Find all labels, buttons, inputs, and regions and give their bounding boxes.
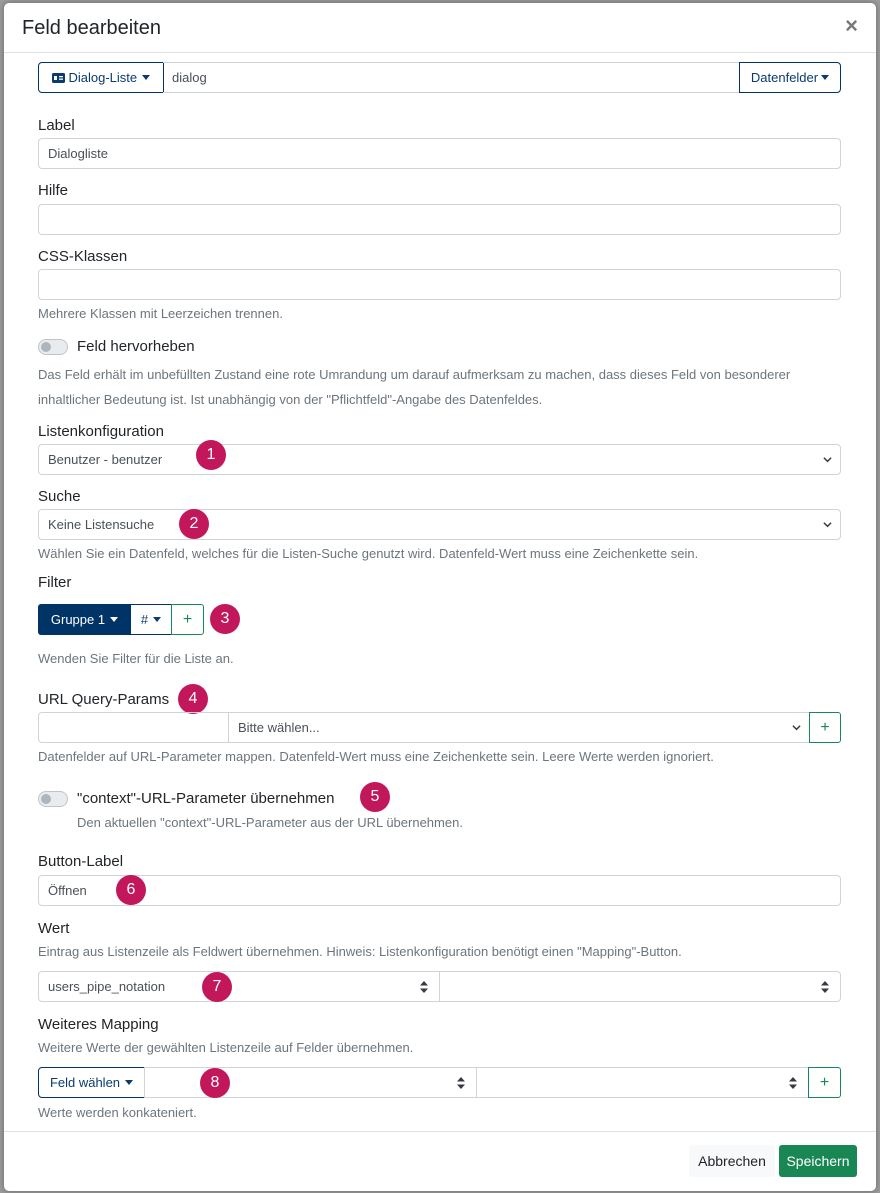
value-target-select[interactable]: [439, 971, 841, 1002]
url-param-select-value: Bitte wählen...: [238, 720, 320, 735]
search-select-value: Keine Listensuche: [48, 517, 155, 532]
callout-badge-6: 6: [116, 875, 146, 905]
search-label: Suche: [38, 488, 81, 505]
chevron-down-icon: [110, 617, 118, 622]
sort-updown-icon: [789, 1077, 797, 1089]
search-select[interactable]: [38, 509, 841, 540]
help-field-label: Hilfe: [38, 182, 69, 199]
toggle-knob: [41, 794, 51, 804]
button-label-input[interactable]: [38, 875, 841, 906]
datafields-button[interactable]: [739, 62, 841, 93]
toggle-knob: [41, 342, 51, 352]
field-name-value: dialog: [172, 70, 207, 85]
url-params-label: URL Query-Params: [38, 691, 170, 708]
help-input[interactable]: [38, 204, 841, 235]
chevron-down-icon: [823, 520, 832, 529]
close-icon[interactable]: ×: [845, 13, 858, 38]
css-help-text: Mehrere Klassen mit Leerzeichen trennen.: [38, 306, 283, 321]
add-filter-button[interactable]: [171, 604, 204, 635]
sort-updown-icon: [420, 981, 428, 993]
callout-badge-3: 3: [210, 604, 240, 634]
chevron-down-icon: [153, 617, 161, 622]
more-mapping-source-select[interactable]: [144, 1067, 477, 1098]
css-field-label: CSS-Klassen: [38, 248, 128, 265]
edit-field-dialog: [4, 3, 876, 1191]
more-mapping-label: Weiteres Mapping: [38, 1016, 159, 1033]
css-classes-input[interactable]: [38, 269, 841, 300]
list-config-select[interactable]: [38, 444, 841, 475]
save-button[interactable]: Speichern: [779, 1145, 857, 1177]
dialog-body: [4, 54, 876, 1131]
url-param-key-input[interactable]: [38, 712, 229, 743]
dialog-title: Feld bearbeiten: [22, 17, 161, 39]
filter-group-label: Gruppe 1: [50, 612, 106, 627]
choose-field-button[interactable]: [38, 1067, 145, 1098]
url-param-select[interactable]: [228, 712, 810, 743]
callout-badge-1: 1: [196, 440, 226, 470]
context-param-label: "context"-URL-Parameter übernehmen: [77, 790, 335, 807]
filter-label: Filter: [38, 574, 72, 591]
label-input-value: Dialogliste: [48, 146, 108, 161]
dialog-header: [4, 3, 876, 53]
label-field-label: Label: [38, 117, 75, 134]
plus-icon: +: [819, 1074, 830, 1091]
filter-hash-button[interactable]: [130, 604, 172, 635]
filter-help-text: Wenden Sie Filter für die Liste an.: [38, 651, 234, 666]
callout-badge-4: 4: [178, 684, 208, 714]
chevron-down-icon: [823, 455, 832, 464]
chevron-down-icon: [142, 75, 150, 80]
add-url-param-button[interactable]: [809, 712, 841, 743]
datafields-label: Datenfelder: [750, 70, 819, 85]
list-config-value: Benutzer - benutzer: [48, 452, 163, 467]
cancel-button[interactable]: Abbrechen: [689, 1145, 775, 1177]
highlight-label: Feld hervorheben: [77, 338, 195, 355]
url-params-help-text: Datenfelder auf URL-Parameter mappen. Datenfeld-Wert muss eine Zeichenkette sein. Leere Werte werden ignoriert.: [38, 749, 714, 764]
callout-badge-2: 2: [179, 509, 209, 539]
button-label-label: Button-Label: [38, 853, 124, 870]
highlight-help-line2: inhaltlicher Bedeutung ist. Ist unabhängig von der "Pflichtfeld"-Angabe des Datenfeldes.: [38, 392, 543, 407]
sort-updown-icon: [821, 981, 829, 993]
field-type-button[interactable]: [38, 62, 164, 93]
field-name-input[interactable]: [163, 62, 740, 93]
highlight-toggle[interactable]: [38, 339, 68, 355]
highlight-help-line1: Das Feld erhält im unbefüllten Zustand eine rote Umrandung um darauf aufmerksam zu machen, dass dieses Feld von besonderer: [38, 367, 791, 382]
chevron-down-icon: [125, 1080, 133, 1085]
value-source-select[interactable]: [38, 971, 440, 1002]
button-label-value: Öffnen: [48, 883, 87, 898]
more-mapping-footer-help: Werte werden konkateniert.: [38, 1105, 197, 1120]
chevron-down-icon: [792, 723, 801, 732]
filter-group-button[interactable]: [38, 604, 131, 635]
label-input[interactable]: [38, 138, 841, 169]
plus-icon: +: [820, 719, 830, 736]
search-help-text: Wählen Sie ein Datenfeld, welches für die Listen-Suche genutzt wird. Datenfeld-Wert muss eine Zeichenkette sein.: [38, 546, 699, 561]
value-mapping-help-text: Eintrag aus Listenzeile als Feldwert übernehmen. Hinweis: Listenkonfiguration benötigt einen "Mapping"-Button.: [38, 944, 682, 959]
dialog-footer: [4, 1131, 876, 1191]
filter-hash-label: #: [140, 612, 149, 627]
callout-badge-8: 8: [200, 1068, 230, 1098]
field-type-label: Dialog-Liste: [68, 70, 138, 85]
context-param-toggle[interactable]: [38, 791, 68, 807]
id-card-icon: [52, 73, 65, 83]
chevron-down-icon: [821, 75, 829, 80]
callout-badge-7: 7: [202, 972, 232, 1002]
more-mapping-help-text: Weitere Werte der gewählten Listenzeile auf Felder übernehmen.: [38, 1040, 414, 1055]
list-config-label: Listenkonfiguration: [38, 423, 164, 440]
more-mapping-target-select[interactable]: [476, 1067, 809, 1098]
sort-updown-icon: [457, 1077, 465, 1089]
add-mapping-button[interactable]: [808, 1067, 841, 1098]
context-param-help-text: Den aktuellen "context"-URL-Parameter aus der URL übernehmen.: [77, 815, 463, 830]
callout-badge-5: 5: [360, 782, 390, 812]
value-source-value: users_pipe_notation: [48, 979, 166, 994]
value-mapping-label: Wert: [38, 920, 70, 937]
plus-icon: +: [182, 611, 193, 628]
choose-field-label: Feld wählen: [49, 1075, 121, 1090]
